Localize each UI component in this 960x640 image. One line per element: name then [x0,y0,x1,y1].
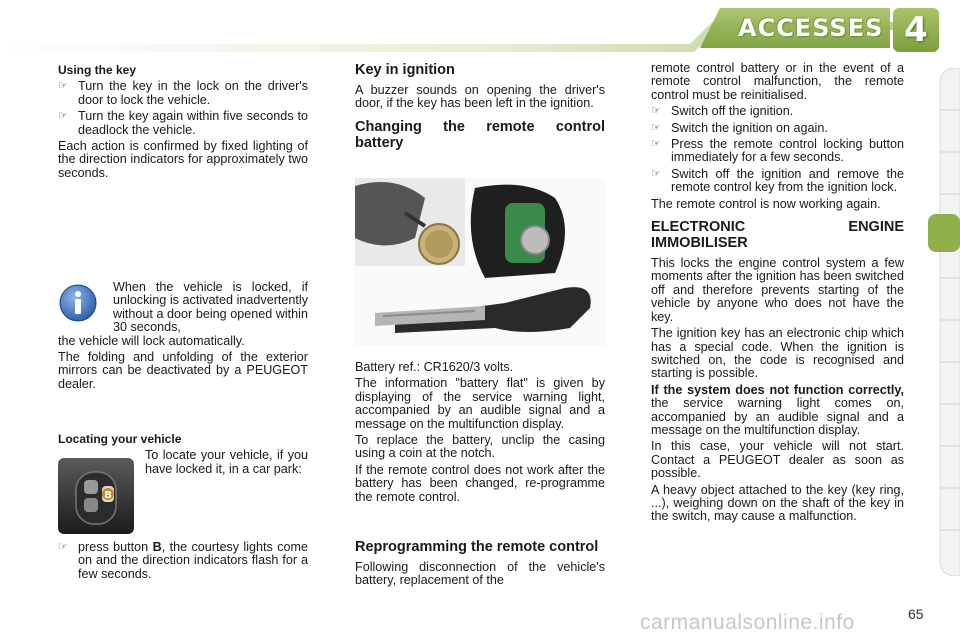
left-column [58,64,308,183]
reprogramming-text: Following disconnection of the vehicle's battery, replacement of the [355,560,605,588]
info-rest-text: the vehicle will lock automatically. [58,333,245,348]
working-again-text: The remote control is now working again. [651,196,881,211]
list-item: ☞ Turn the key again within five seconds to deadlock the vehicle. [58,109,308,137]
using-key-heading: Using the key [58,63,137,77]
remote-key-image [58,458,134,534]
pointing-hand-icon: ☞ [651,121,661,134]
pointing-hand-icon: ☞ [651,105,661,118]
continued-text: remote control battery or in the event of a remote control malfunction, the remote control must be reinitialised. [651,61,904,102]
contact-dealer-text: In this case, your vehicle will not start. Contact a PEUGEOT dealer as soon as possible. [651,439,904,481]
locating-heading: Locating your vehicle [58,432,182,446]
locating-text: To locate your vehicle, if you have locked it, in a car park: [145,448,308,476]
key-ignition-text: A buzzer sounds on opening the driver's door, if the key has been left in the ignition. [355,83,605,111]
list-item: ☞ Press the remote control locking button immediately for a few seconds. [651,137,904,165]
page-number: 65 [908,606,924,622]
mirrors-paragraph: The folding and unfolding of the exterior mirrors can be deactivated by a PEUGEOT dealer. [58,350,308,391]
pointing-hand-icon: ☞ [58,541,68,553]
immobiliser-heading: ELECTRONIC ENGINE IMMOBILISER [651,219,904,252]
list-item: ☞ Turn the key in the lock on the driver's door to lock the vehicle. [58,79,308,107]
pointing-hand-icon: ☞ [58,80,68,93]
not-working-text: If the remote control does not work after the battery has been changed, re-programme the remote control. [355,462,605,504]
malfunction-text: If the system does not function correctly, the service warning light comes on, accompanied by an audible signal and a message on the multifunction display. [651,382,904,437]
reprogramming-section [355,539,605,591]
info-indent-text: When the vehicle is locked, if unlocking is activated inadvertently without a door being opened within 30 seconds, [113,280,308,335]
right-column [651,62,904,527]
middle-column-bottom [355,361,605,507]
info-note [58,281,308,394]
chapter-tabs [928,68,960,576]
tab-chapter-4-active[interactable] [928,214,960,252]
reprogramming-heading: Reprogramming the remote control [355,539,599,555]
press-button-note [58,541,308,584]
chapter-title: ACCESSES [738,14,884,42]
immobiliser-text: This locks the engine control system a few moments after the ignition has been switched off and therefore prevents starting of the vehicle by anyone who does not have the key. [651,256,904,324]
replace-battery-text: To replace the battery, unclip the casing using a coin at the notch. [355,433,605,461]
list-item: ☞ Switch off the ignition. [651,104,794,119]
list-item: ☞ press button B, the courtesy lights come on and the direction indicators flash for a few seconds. [58,540,309,581]
chapter-number: 4 [904,10,928,50]
key-ignition-heading: Key in ignition [355,62,455,78]
list-item: ☞ Switch off the ignition and remove the remote control key from the ignition lock. [651,166,904,195]
button-b-label: B [104,490,112,501]
pointing-hand-icon: ☞ [58,110,68,123]
battery-replacement-image [355,178,605,346]
heavy-object-text: A heavy object attached to the key (key ring, ...), weighing down on the shaft of the key in the switch, may cause a malfunction. [651,482,904,524]
battery-heading: Changing the remote control battery [355,118,605,151]
pointing-hand-icon: ☞ [651,138,661,151]
battery-ref: Battery ref.: CR1620/3 volts. [355,360,514,374]
middle-column-top [355,62,605,157]
watermark: carmanualsonline.info [640,611,855,634]
pointing-hand-icon: ☞ [651,167,661,180]
battery-flat-text: The information "battery flat" is given by displaying of the service warning light, accompanied by an audible signal and a message on the multifunction display. [355,376,605,431]
confirmation-paragraph: Each action is confirmed by fixed lighting of the direction indicators for approximately two seconds. [58,139,308,180]
list-item: ☞ Switch the ignition on again. [651,120,828,135]
chip-text: The ignition key has an electronic chip which has a special code. When the ignition is switched on, the code is recognised and starting is possible. [651,326,904,381]
